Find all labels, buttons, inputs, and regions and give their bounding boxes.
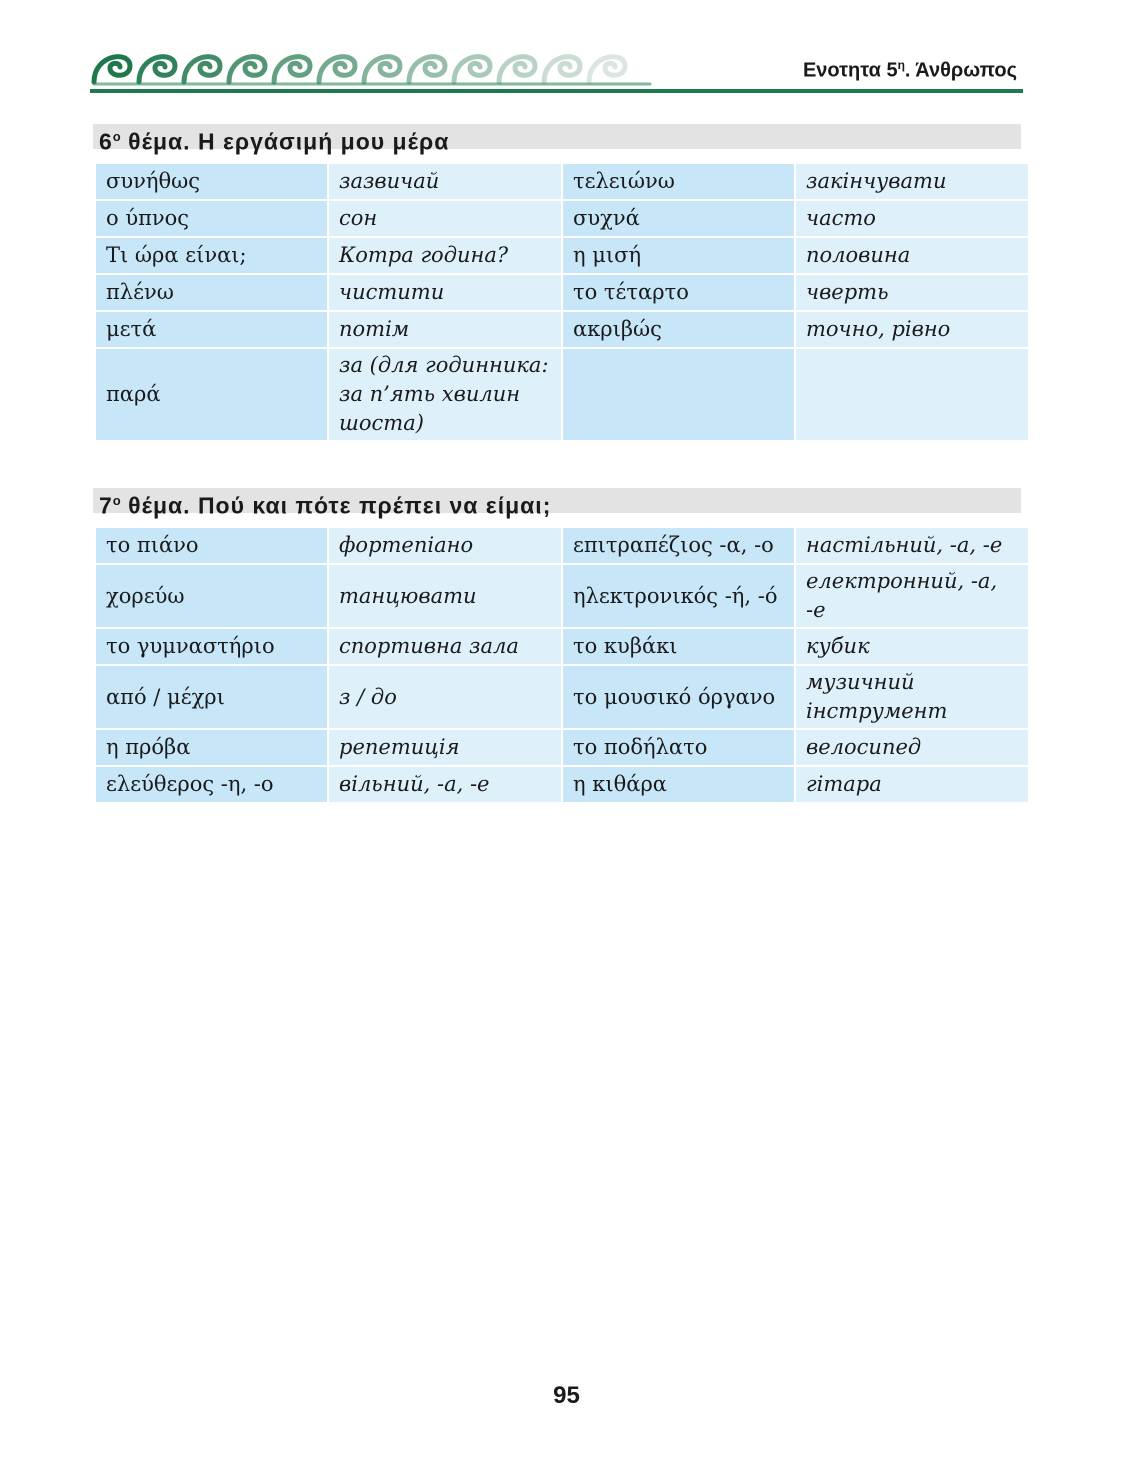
greek-term: τελειώνω: [563, 164, 794, 199]
vocab-row: [96, 238, 1028, 273]
greek-term: συχνά: [563, 201, 794, 236]
greek-term: το μουσικό όργανο: [563, 666, 794, 728]
ukrainian-translation: репетиція: [329, 730, 561, 765]
greek-term: ηλεκτρονικός -ή, -ό: [563, 565, 794, 627]
greek-term: μετά: [96, 312, 327, 347]
vocab-row: [96, 201, 1028, 236]
vocab-row: [96, 528, 1028, 563]
ukrainian-translation: половина: [796, 238, 1028, 273]
greek-term: ελεύθερος -η, -ο: [96, 767, 327, 802]
vocab-row: [96, 565, 1028, 627]
greek-term: το ποδήλατο: [563, 730, 794, 765]
section-heading-7: $7^o$ θέμα. Πού και πότε πρέπει να είμαι;: [93, 488, 1021, 513]
ukrainian-translation: за (для годинника: за п’ять хвилин шоста): [329, 349, 561, 440]
ukrainian-translation: потім: [329, 312, 561, 347]
vocab-row: [96, 312, 1028, 347]
ukrainian-translation: фортепіано: [329, 528, 561, 563]
ukrainian-translation: закінчувати: [796, 164, 1028, 199]
vocab-row: [96, 164, 1028, 199]
vocab-row: [96, 767, 1028, 802]
greek-term: η κιθάρα: [563, 767, 794, 802]
ukrainian-translation: точно, рівно: [796, 312, 1028, 347]
ukrainian-translation: зазвичай: [329, 164, 561, 199]
ukrainian-translation: вільний, -а, -е: [329, 767, 561, 802]
section-heading-6: $6^o$ θέμα. Η εργάσιμή μου μέρα: [93, 124, 1021, 149]
ukrainian-translation: велосипед: [796, 730, 1028, 765]
page-header: [90, 44, 1023, 96]
ukrainian-translation: чистити: [329, 275, 561, 310]
greek-term: το γυμναστήριο: [96, 629, 327, 664]
vocab-row: [96, 629, 1028, 664]
greek-term: Τι ώρα είναι;: [96, 238, 327, 273]
greek-term: χορεύω: [96, 565, 327, 627]
vocab-row: [96, 730, 1028, 765]
greek-term: [563, 349, 794, 440]
ukrainian-translation: танцювати: [329, 565, 561, 627]
chapter-title: Ενοτητα $5^\eta$. Άνθρωπος: [802, 58, 1017, 82]
greek-term: από / μέχρι: [96, 666, 327, 728]
ukrainian-translation: [796, 349, 1028, 440]
vocab-row: [96, 349, 1028, 440]
ukrainian-translation: з / до: [329, 666, 561, 728]
page-number: 95: [553, 1382, 580, 1409]
greek-term: η μισή: [563, 238, 794, 273]
vocab-row: [96, 275, 1028, 310]
greek-term: επιτραπέζιος -α, -ο: [563, 528, 794, 563]
greek-term: το κυβάκι: [563, 629, 794, 664]
ukrainian-translation: чверть: [796, 275, 1028, 310]
ukrainian-translation: Котра година?: [329, 238, 561, 273]
ukrainian-translation: сон: [329, 201, 561, 236]
greek-wave-ornament-icon: [90, 44, 670, 88]
greek-term: πλένω: [96, 275, 327, 310]
vocab-row: [96, 666, 1028, 728]
ukrainian-translation: спортивна зала: [329, 629, 561, 664]
ukrainian-translation: кубик: [796, 629, 1028, 664]
ukrainian-translation: гітара: [796, 767, 1028, 802]
ukrainian-translation: часто: [796, 201, 1028, 236]
ukrainian-translation: настільний, -а, -е: [796, 528, 1028, 563]
header-rule: [90, 89, 1023, 93]
ukrainian-translation: музичний інструмент: [796, 666, 1028, 728]
greek-term: το τέταρτο: [563, 275, 794, 310]
greek-term: η πρόβα: [96, 730, 327, 765]
greek-term: το πιάνο: [96, 528, 327, 563]
greek-term: συνήθως: [96, 164, 327, 199]
greek-term: ο ύπνος: [96, 201, 327, 236]
vocab-table-7: [94, 526, 1030, 804]
ukrainian-translation: електронний, -а, -е: [796, 565, 1028, 627]
greek-term: ακριβώς: [563, 312, 794, 347]
greek-term: παρά: [96, 349, 327, 440]
vocab-table-6: [94, 162, 1030, 442]
